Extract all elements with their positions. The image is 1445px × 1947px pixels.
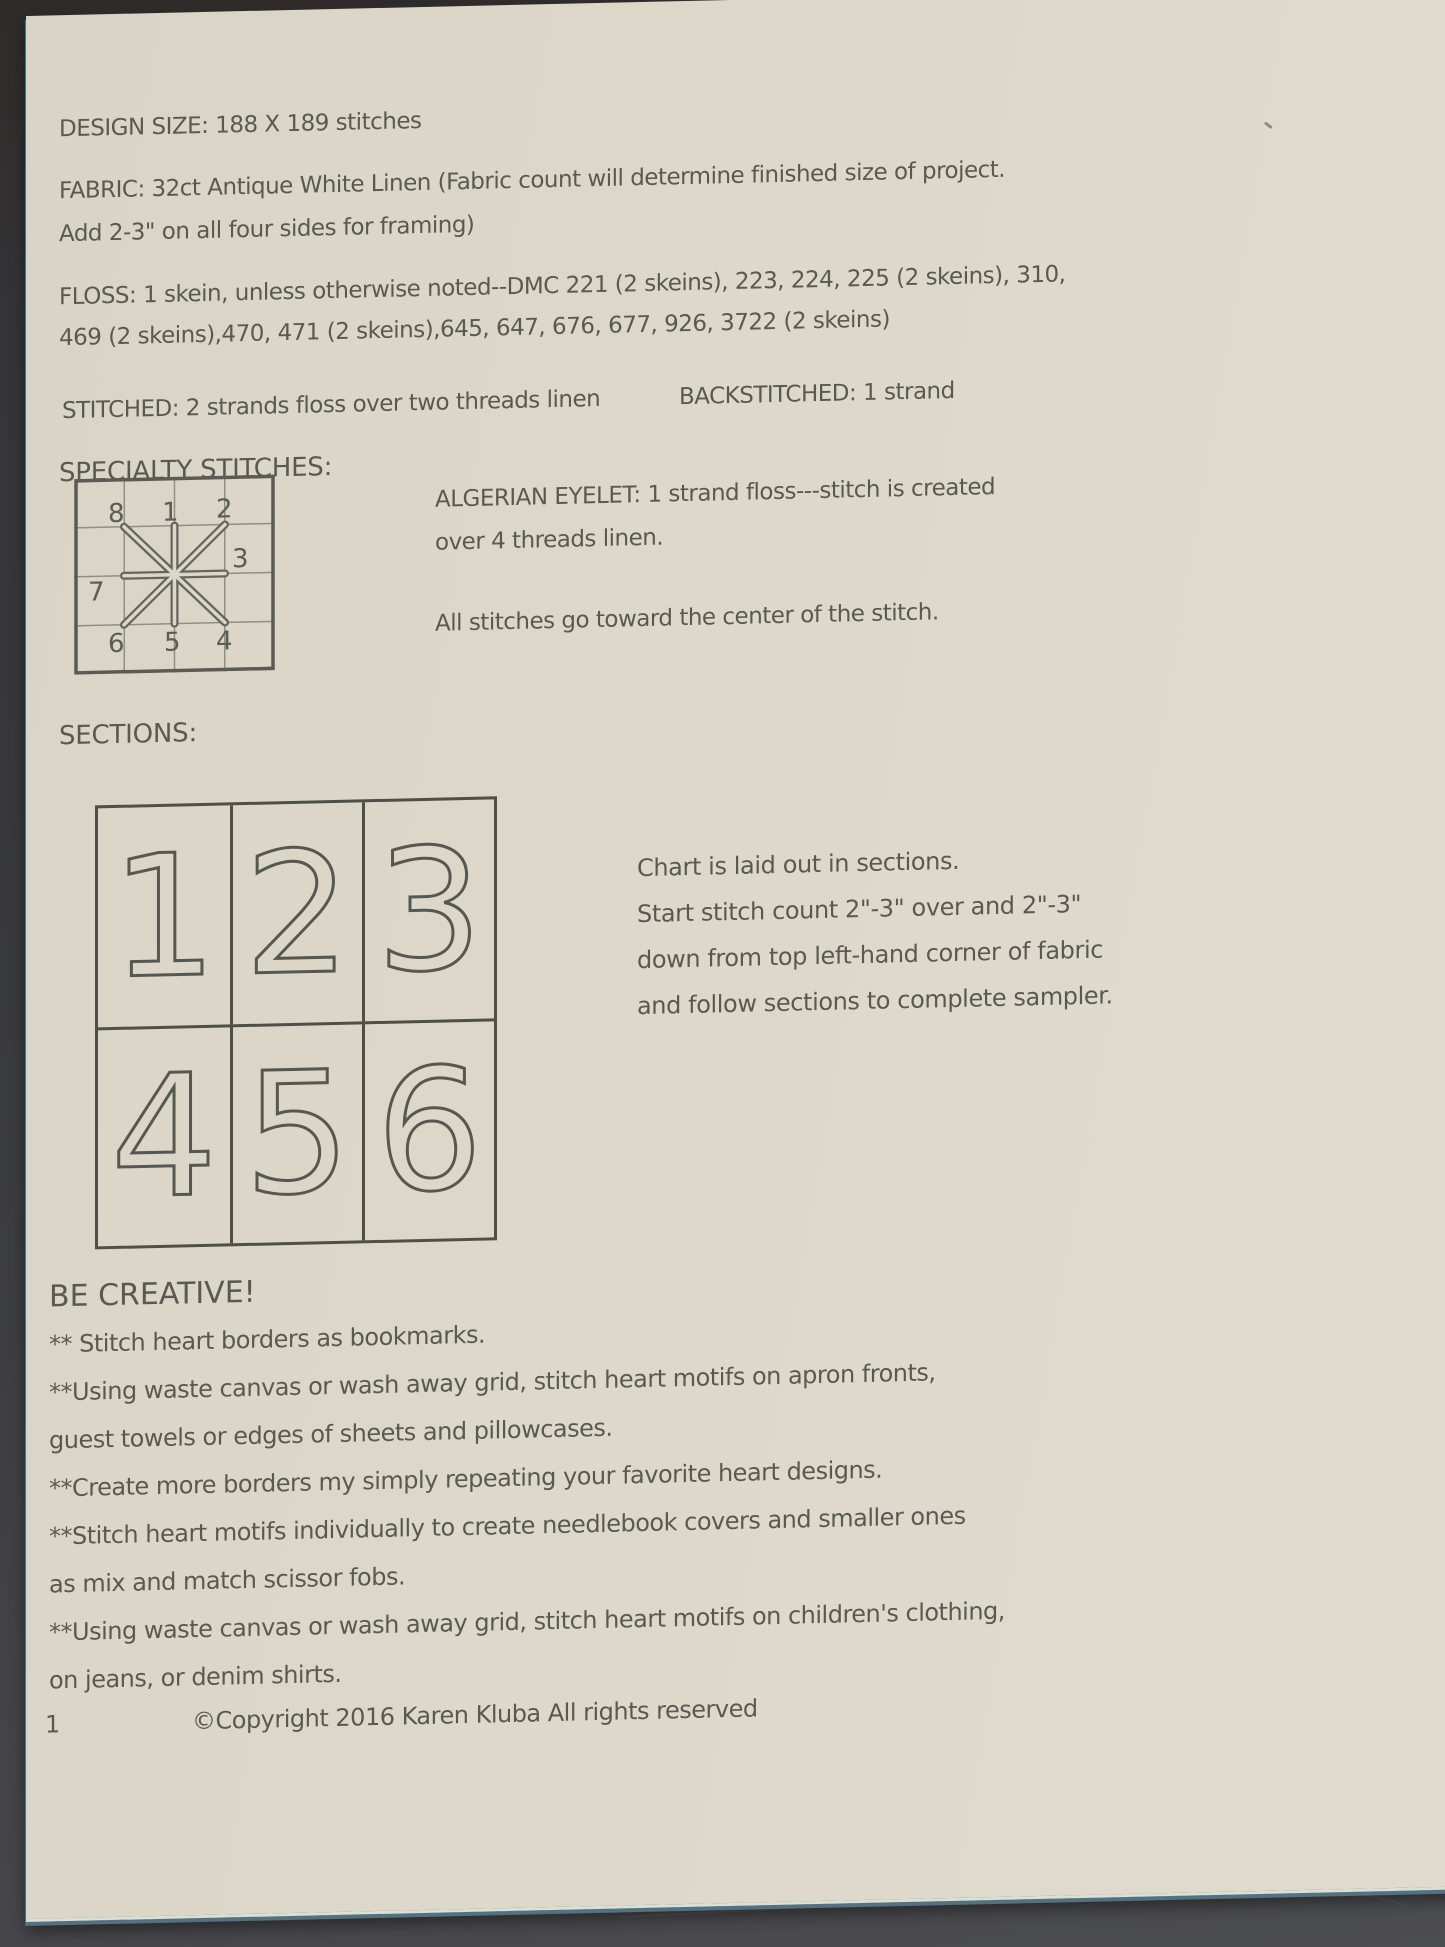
- algerian-line-2: over 4 threads linen.: [435, 524, 664, 556]
- be-creative-tips: [49, 1299, 1005, 1705]
- fabric-block: [59, 149, 1005, 256]
- floss-line-2: 469 (2 skeins),470, 471 (2 skeins),645, 647, 676, 677, 926, 3722 (2 skeins): [59, 306, 890, 352]
- stitched-line: STITCHED: 2 strands floss over two threads linen: [62, 385, 601, 425]
- chart-note-line-3: down from top left-hand corner of fabric: [637, 935, 1104, 975]
- backstitched-line: BACKSTITCHED: 1 strand: [679, 377, 955, 411]
- fabric-line-1: FABRIC: 32ct Antique White Linen (Fabric count will determine finished size of project.: [59, 156, 1006, 205]
- eyelet-number-2: 2: [216, 494, 233, 525]
- section-number: 3: [376, 811, 483, 1010]
- specialty-stitches-heading: SPECIALTY STITCHES:: [59, 452, 333, 489]
- section-number: 1: [110, 817, 218, 1016]
- tip-line: ** Stitch heart borders as bookmarks.: [49, 1320, 486, 1359]
- section-cell-3: [362, 799, 494, 1021]
- eyelet-number-1: 1: [162, 497, 179, 528]
- tip-line: **Create more borders my simply repeating your favorite heart designs.: [49, 1455, 883, 1503]
- section-number: 4: [110, 1037, 218, 1237]
- section-cell-5: [230, 1021, 362, 1243]
- page-number: 1: [45, 1710, 60, 1739]
- section-number: 5: [244, 1034, 351, 1234]
- floss-block: [59, 254, 1065, 359]
- section-cell-2: [230, 802, 362, 1024]
- design-size-line: DESIGN SIZE: 188 X 189 stitches: [59, 108, 422, 143]
- section-cell-6: [362, 1018, 494, 1240]
- chart-note-line-4: and follow sections to complete sampler.: [637, 981, 1113, 1021]
- chart-note-line-2: Start stitch count 2"-3" over and 2"-3": [637, 890, 1082, 929]
- algerian-eyelet-diagram: [74, 474, 275, 675]
- section-cell-1: [98, 805, 230, 1027]
- chart-note-block: [637, 834, 1113, 1029]
- section-number: 6: [376, 1031, 483, 1231]
- eyelet-number-4: 4: [216, 626, 233, 657]
- tip-line: **Stitch heart motifs individually to create needlebook covers and smaller ones: [49, 1501, 966, 1551]
- tip-line: guest towels or edges of sheets and pillowcases.: [49, 1413, 613, 1455]
- paper-sheet: [26, 0, 1445, 1922]
- section-cell-4: [98, 1024, 230, 1246]
- floss-line-1: FLOSS: 1 skein, unless otherwise noted--DMC 221 (2 skeins), 223, 224, 225 (2 skeins), 310,: [59, 261, 1066, 311]
- copyright-line: ©Copyright 2016 Karen Kluba All rights reserved: [192, 1694, 758, 1736]
- eyelet-number-8: 8: [108, 498, 125, 530]
- algerian-note-line: All stitches go toward the center of the stitch.: [435, 599, 939, 637]
- algerian-eyelet-block: [435, 466, 995, 565]
- eyelet-number-5: 5: [164, 627, 181, 658]
- section-number: 2: [244, 814, 351, 1013]
- tip-line: **Using waste canvas or wash away grid, stitch heart motifs on children's clothing,: [49, 1596, 1005, 1647]
- sections-grid: [95, 796, 497, 1249]
- eyelet-number-6: 6: [108, 628, 125, 660]
- eyelet-number-7: 7: [88, 577, 105, 608]
- chart-note-line-1: Chart is laid out in sections.: [637, 846, 960, 883]
- tip-line: on jeans, or denim shirts.: [49, 1659, 342, 1695]
- eyelet-stitch-spokes: [124, 524, 225, 624]
- tip-line: as mix and match scissor fobs.: [49, 1562, 406, 1599]
- fabric-line-2: Add 2-3" on all four sides for framing): [59, 211, 475, 248]
- sections-heading: SECTIONS:: [59, 718, 198, 752]
- paper-speck: [1264, 121, 1273, 128]
- be-creative-heading: BE CREATIVE!: [49, 1274, 256, 1315]
- tip-line: **Using waste canvas or wash away grid, stitch heart motifs on apron fronts,: [49, 1358, 936, 1407]
- eyelet-number-3: 3: [232, 543, 249, 575]
- algerian-line-1: ALGERIAN EYELET: 1 strand floss---stitch is created: [435, 474, 996, 513]
